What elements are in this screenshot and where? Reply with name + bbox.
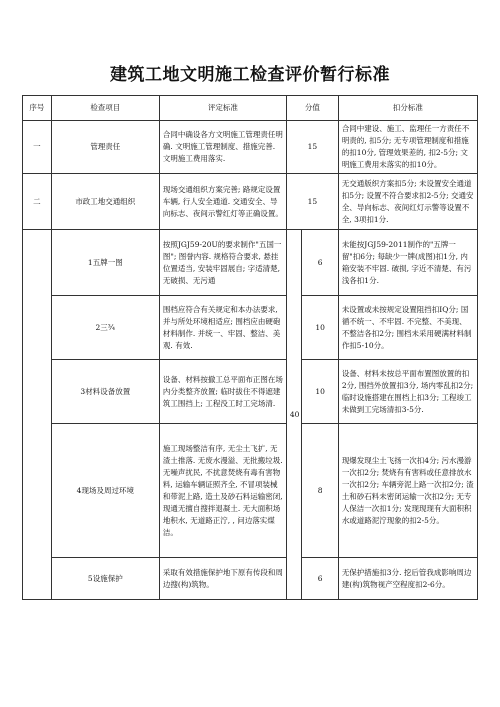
row-no: 一 [23,121,52,174]
row-standard: 合同中确设各方文明施工管理责任明确. 文明施工管理制度、措施完善. 文明施工费用落实. [159,121,286,174]
subrow-deduction: 现爆发现尘土飞扬一次扣4分; 污水漫游一次扣2分; 焚烧有有害料或任意排放水一次扣2分; 车辆旁泥上路一次扣2分; 渣土和砂石料未密闭运输一次扣2分; 无专人保洁一次扣1分; 发现现现有大面积积水或道路泥泞现象的扣2-5分。 [338,424,477,558]
page-title: 建筑工地文明施工检查评价暂行标准 [110,65,390,85]
subrow-item: 4现场及周过环境 [51,424,159,558]
evaluation-table [22,95,478,600]
header-deduction: 扣分标准 [338,96,477,121]
subrow-score: 6 [302,558,338,600]
row-score: 15 [286,174,338,230]
row-standard: 现场交通组织方案完善; 路规定设置车辆, 行人安全通道. 交通安全、导向标志、夜间示警红灯等正确设置。 [159,174,286,230]
header-standard: 评定标准 [159,96,286,121]
subrow-item: 1五牌一图 [51,230,159,296]
subrow-deduction: 设备、材料未按总平面布置图放置的扣2分, 围挡外放置扣3分, 场内零乱扣2分; 临时设施搭建在围档上扣3分; 工程竣工未做到工完场清扣3-5分. [338,360,477,424]
row-no-empty [23,230,52,600]
table-row [23,424,478,558]
table-row [23,174,478,230]
subrow-score: 10 [302,296,338,360]
header-no: 序号 [23,96,52,121]
table-header-row [23,96,478,121]
row-no: 二 [23,174,52,230]
subrow-standard: 按照JGJ59-20U的要求制作"五国一图"; 图誉内容. 规格符合要求, 悬挂位置适当, 安装牢固展自; 字适清楚, 无破损、无污通 [159,230,286,296]
row-score: 15 [286,121,338,174]
subrow-score: 8 [302,424,338,558]
table-row [23,121,478,174]
subrow-deduction: 无保护措施扣3分. 挖后管我成影响周边建(构)筑物视产空程度扣2-6分。 [338,558,477,600]
table-row [23,360,478,424]
table-row [23,296,478,360]
row-item: 管理责任 [51,121,159,174]
header-score: 分值 [286,96,338,121]
subrow-standard: 采取有效措施保护地下原有传段和周边搜(构)筑物。 [159,558,286,600]
subrow-score: 6 [302,230,338,296]
subrow-standard: 围档应符合有关规定和本办法要求, 并与所处环境相适应; 围档应由硬砲材料制作. 并统一、牢固、整洁、美观. 有效. [159,296,286,360]
subrow-item: 2三¾ [51,296,159,360]
subrow-item: 3材料设备放置 [51,360,159,424]
table-row [23,558,478,600]
subrow-item: 5设施保护 [51,558,159,600]
row-deduction: 无交通版织方案扣5分; 未设置安全通道扣5分; 设置不符合要求扣2-5分; 交通安全、导向标志、夜间红灯示警等设置不全, 3项扣1分. [338,174,477,230]
row-item: 市政工地交通组织 [51,174,159,230]
row-deduction: 合同中建设、施工、监理任一方责任不明责的, 扣5分; 无专项管理制度和措施的扣10分, 管理效果差的, 扣2-5分; 文明施工费用未落实的扣10分。 [338,121,477,174]
table-row [23,230,478,296]
subrow-deduction: 未能按JGJ59-2011制作的"五牌一留"扣6分; 每缺少一牌(成图)扣1分, 内箱安装不牢固. 破损, 字近不清楚、有污浅各扣1分. [338,230,477,296]
header-item: 检查项目 [51,96,159,121]
subrow-score: 10 [302,360,338,424]
subrow-deduction: 未设置或未按规定设置阻挡扣IQ分; 国循不统一、不牢固. 不完整、不美现、不整洁各扣2分; 围档未采用硬满材料制作扣5-10分。 [338,296,477,360]
subrow-standard: 设备、材料按撤工总平面布正图在场内分类整齐放置; 临时拔住不得遮建筑工围挡上; 工程没工时工完场清. [159,360,286,424]
subrow-standard: 施工现场整洁有序, 无尘土飞扩, 无渣土推落. 无废水漫溢、无批搬垃圾. 无噪声扰民, 不扰意焚烧有毒有害物料, 运输车辆证照齐全, 不冒项装械和带泥上路, 造土及砂石料运输密闭, 现通无擅自搜拌退凝土. 无大面积场地积水, 无道路正泞, , 问边落实煤洁。 [159,424,286,558]
group-score: 40 [286,230,301,600]
